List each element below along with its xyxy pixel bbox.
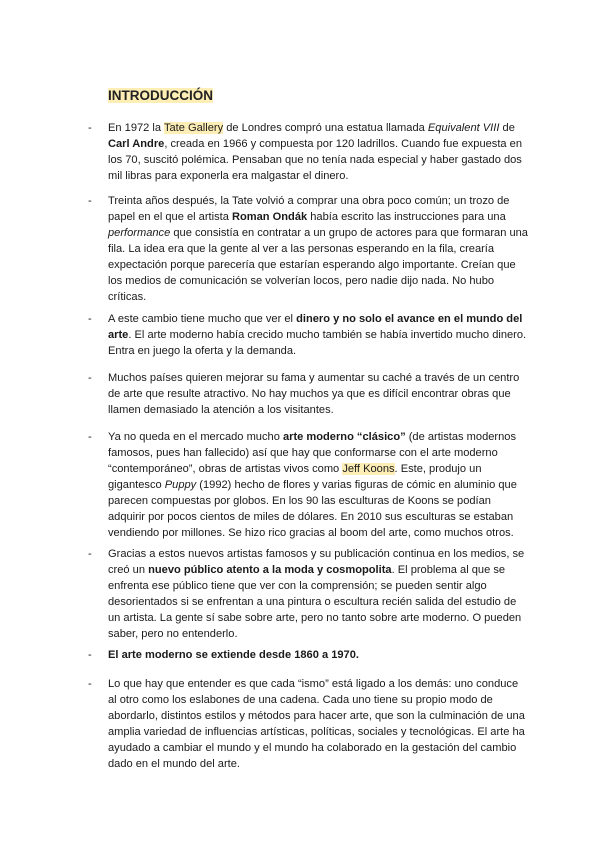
bold-text: Roman Ondák <box>231 211 308 223</box>
list-item <box>88 647 528 663</box>
bold-text: dinero y no solo el avance en el mundo del arte <box>108 313 523 341</box>
text-run: Lo que hay que entender es que cada “ismo” está ligado a los demás: uno conduce al otro como los eslabones de una cadena. Cada uno tiene su propio modo de abordarlo, distintos estilos y métodos para hacer arte, que son la culminación de una amplia variedad de influencias artísticas, políticas, sociales y tecnológicas. El arte ha ayudado a cambiar el mundo y el mundo ha colaborado en la gestación del cambio dado en el mundo del arte. <box>108 678 525 770</box>
list-item <box>88 676 528 772</box>
text-run: Ya no queda en el mercado mucho <box>108 431 283 443</box>
paragraph-text <box>108 546 528 642</box>
list-item <box>88 546 528 642</box>
bullet-dash: - <box>88 195 92 207</box>
text-run: Muchos países quieren mejorar su fama y aumentar su caché a través de un centro de arte que resulte atractivo. No hay muchos ya que es difícil encontrar obras que llamen demasiado la atención a los visitantes. <box>108 372 520 416</box>
bullet-dash: - <box>88 122 92 134</box>
text-run: Gracias a estos nuevos artistas famosos y su publicación continua en los medios, se creó un <box>108 548 525 576</box>
text-run: Treinta años después, la Tate volvió a comprar una obra poco común; un trozo de papel en el que el artista <box>108 195 510 223</box>
italic-text: Puppy <box>164 479 197 491</box>
text-run: había escrito las instrucciones para una <box>307 211 506 223</box>
paragraph-text <box>108 193 528 305</box>
italic-text: performance <box>108 227 171 239</box>
bullet-dash: - <box>88 431 92 443</box>
text-run: , creada en 1966 y compuesta por 120 ladrillos. Cuando fue expuesta en los 70, suscitó polémica. Pensaban que no tenía nada especial y haber gastado dos mil libras para exponerla era malgastar el dinero. <box>108 138 523 182</box>
paragraph-text <box>108 647 528 663</box>
list-item <box>88 193 528 305</box>
paragraph-text <box>108 311 528 359</box>
text-run: (de artistas modernos famosos, pues han fallecido) así que hay que conformarse con el arte moderno “contemporáneo”, obras de artistas vivos como <box>108 431 517 475</box>
paragraph-text <box>108 429 528 541</box>
text-run: de <box>499 122 515 134</box>
list-item <box>88 370 528 418</box>
list-item <box>88 311 528 359</box>
text-run: A este cambio tiene mucho que ver el <box>108 313 297 325</box>
bold-text: arte moderno “clásico” <box>282 431 406 443</box>
text-run: (1992) hecho de flores y varias figuras de cómic en aluminio que parecen compuestas por globos. En los 90 las esculturas de Koons se podían adquirir por pocos cientos de miles de dólares. En 2010 sus esculturas se estaban vendiendo por millones. Se hizo rico gracias al boom del arte, como muchos otros. <box>108 479 517 539</box>
highlighted-text: Tate Gallery <box>163 122 224 134</box>
bullet-dash: - <box>88 372 92 384</box>
bullet-dash: - <box>88 313 92 325</box>
text-run: En 1972 la <box>108 122 164 134</box>
highlighted-text: Jeff Koons <box>342 463 395 475</box>
text-run: . Este, produjo un gigantesco <box>108 463 482 491</box>
paragraph-text <box>108 676 528 772</box>
page-title: INTRODUCCIÓN <box>108 88 213 103</box>
bullet-dash: - <box>88 649 92 661</box>
text-run: . El problema al que se enfrenta ese público tiene que ver con la comprensión; se pueden sentir algo desorientados si se enfrentan a una pintura o escultura recién salida del estudio de un artista. La gente sí sabe sobre arte, pero no tanto sobre arte moderno. O pueden saber, pero no entenderlo. <box>108 564 522 640</box>
italic-text: Equivalent VIII <box>427 122 500 134</box>
paragraph-text <box>108 370 528 418</box>
bold-text: Carl Andre <box>108 138 165 150</box>
text-run: . El arte moderno había crecido mucho también se había invertido mucho dinero. Entra en juego la oferta y la demanda. <box>108 329 527 357</box>
bold-text: El arte moderno se extiende desde 1860 a 1970. <box>108 649 359 661</box>
bold-text: nuevo público atento a la moda y cosmopolita <box>148 564 392 576</box>
list-item <box>88 120 528 184</box>
bullet-dash: - <box>88 678 92 690</box>
text-run: que consistía en contratar a un grupo de actores para que formaran una fila. La idea era que la gente al ver a las personas esperando en la fila, crearía expectación porque parecería que estarían esperando algo importante. Creían que los medios de comunicación se volverían locos, pero nadie dijo nada. No hubo críticas. <box>108 227 528 303</box>
text-run: de Londres compró una estatua llamada <box>223 122 428 134</box>
paragraph-text <box>108 120 528 184</box>
list-item <box>88 429 528 541</box>
bullet-dash: - <box>88 548 92 560</box>
